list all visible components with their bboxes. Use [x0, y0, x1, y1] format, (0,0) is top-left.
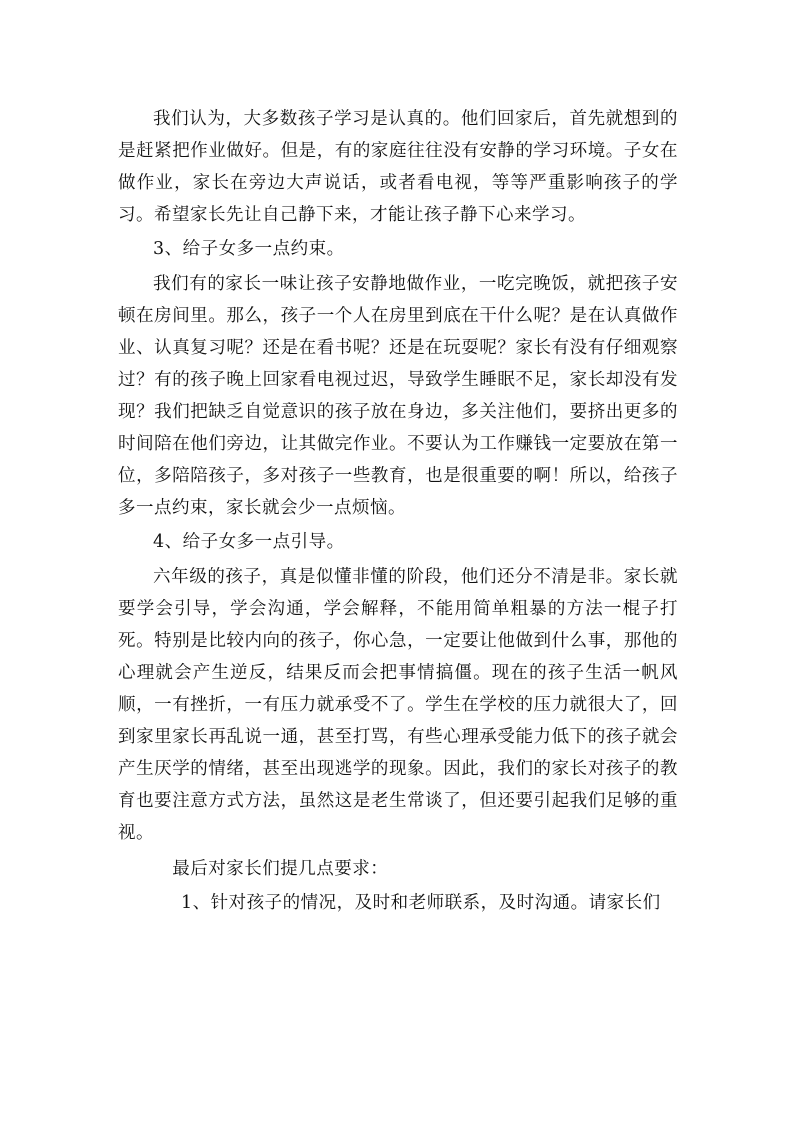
- heading-constraint: 3、给子女多一点约束。: [153, 239, 345, 260]
- requirements-intro: 最后对家长们提几点要求：: [172, 858, 389, 879]
- paragraph-constraint: 我们有的家长一味让孩子安静地做作业，一吃完晚饭，就把孩子安顿在房间里。那么，孩子一个人在房里到底在干什么呢？是在认真做作业、认真复习呢？还是在看书呢？还是在玩耍呢？家长有没有仔细观察过？有的孩子晚上回家看电视过迟，导致学生睡眠不足，家长却没有发现？我们把缺乏自觉意识的孩子放在身边，多关注他们，要挤出更多的时间陪在他们旁边，让其做完作业。不要认为工作赚钱一定要放在第一位，多陪陪孩子，多对孩子一些教育，也是很重要的啊！所以，给孩子多一点约束，家长就会少一点烦恼。: [118, 273, 678, 518]
- heading-guidance: 4、给子女多一点引导。: [153, 532, 345, 553]
- paragraph-study-environment: 我们认为，大多数孩子学习是认真的。他们回家后，首先就想到的是赶紧把作业做好。但是，有的家庭往往没有安静的学习环境。子女在做作业，家长在旁边大声说话，或者看电视，等等严重影响孩子的学习。希望家长先让自己静下来，才能让孩子静下心来学习。: [118, 109, 678, 225]
- paragraph-guidance: 六年级的孩子，真是似懂非懂的阶段，他们还分不清是非。家长就要学会引导，学会沟通，学会解释，不能用简单粗暴的方法一棍子打死。特别是比较内向的孩子，你心急，一定要让他做到什么事，那他的心理就会产生逆反，结果反而会把事情搞僵。现在的孩子生活一帆风顺，一有挫折，一有压力就承受不了。学生在学校的压力就很大了，回到家里家长再乱说一通，甚至打骂，有些心理承受能力低下的孩子就会产生厌学的情绪，甚至出现逃学的现象。因此，我们的家长对孩子的教育也要注意方式方法，虽然这是老生常谈了，但还要引起我们足够的重视。: [118, 566, 678, 843]
- document-body: [118, 103, 678, 921]
- requirement-item-1: 1、针对孩子的情况，及时和老师联系，及时沟通。请家长们: [181, 892, 661, 913]
